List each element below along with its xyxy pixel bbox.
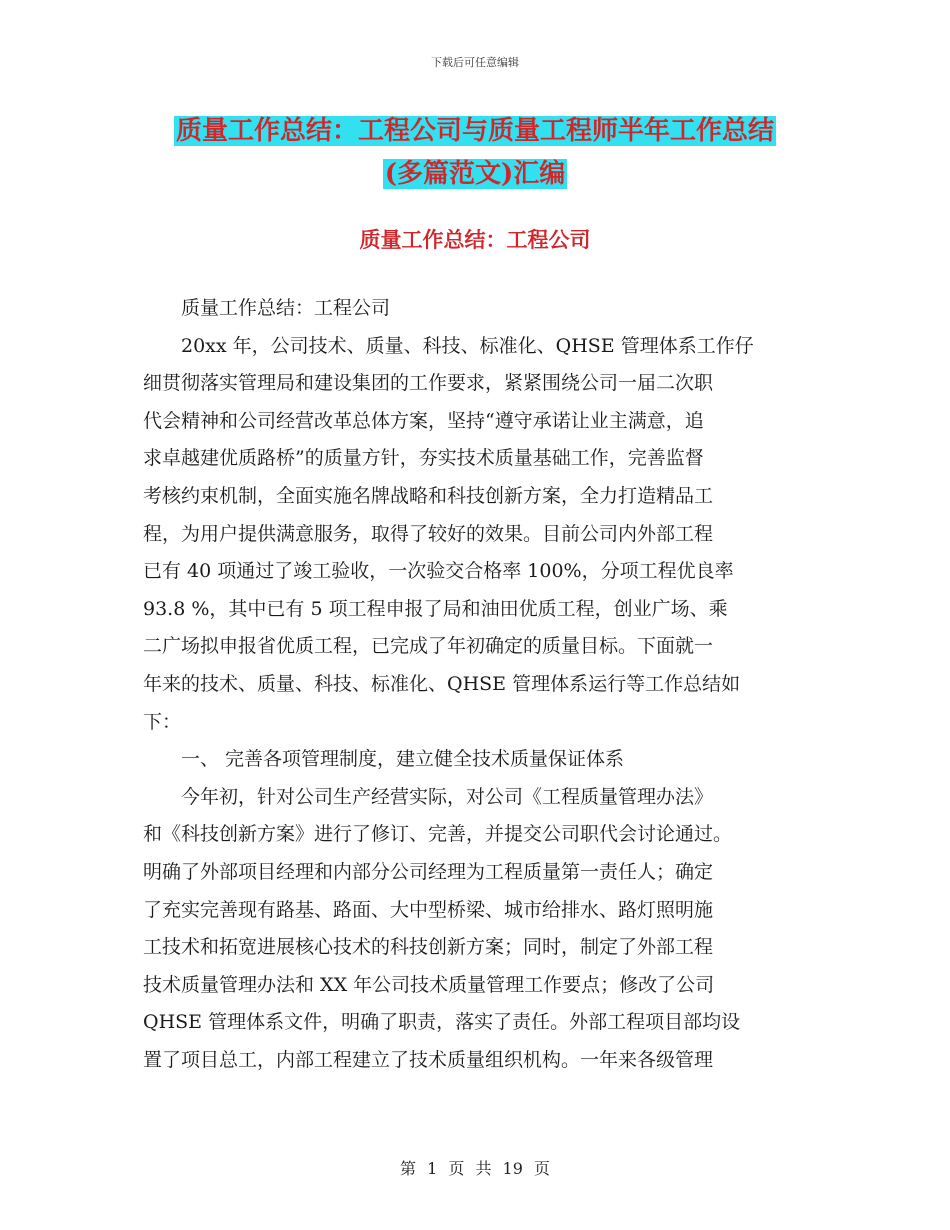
section-title: 质量工作总结：工程公司 (359, 227, 591, 252)
text-line: 年来的技术、质量、科技、标准化、QHSE 管理体系运行等工作总结如 (143, 672, 741, 695)
text-line: 下： (143, 710, 182, 733)
title-highlight-1: 质量工作总结：工程公司与质量工程师半年工作总结 (175, 116, 774, 146)
text-line: 工技术和拓宽进展核心技术的科技创新方案；同时，制定了外部工程 (143, 936, 714, 959)
text-line: 代会精神和公司经营改革总体方案，坚持“遵守承诺让业主满意，追 (143, 409, 704, 432)
text-line: 今年初，针对公司生产经营实际，对公司《工程质量管理办法》 (181, 785, 714, 808)
text-line: 考核约束机制，全面实施名牌战略和科技创新方案，全力打造精品工 (143, 484, 714, 507)
document-body (143, 290, 808, 1079)
text-line: QHSE 管理体系文件，明确了职责，落实了责任。外部工程项目部均设 (143, 1011, 741, 1034)
paragraph-1 (143, 328, 808, 742)
title-highlight-2: (多篇范文)汇编 (384, 159, 566, 189)
text-line: 了充实完善现有路基、路面、大中型桥梁、城市给排水、路灯照明施 (143, 898, 714, 921)
text-line: 技术质量管理办法和 XX 年公司技术质量管理工作要点；修改了公司 (143, 973, 715, 996)
text-line: 20xx 年，公司技术、质量、科技、标准化、QHSE 管理体系工作仔 (181, 334, 754, 357)
header-note: 下载后可任意编辑 (431, 56, 519, 69)
text-line: 求卓越建优质路桥”的质量方针，夯实技术质量基础工作，完善监督 (143, 447, 704, 470)
text-line: 明确了外部项目经理和内部分公司经理为工程质量第一责任人；确定 (143, 860, 714, 883)
document-title-line-2 (0, 153, 950, 195)
page-footer: 第 1 页 共 19 页 (400, 1159, 550, 1178)
text-line: 已有 40 项通过了竣工验收，一次验交合格率 100%，分项工程优良率 (143, 560, 734, 583)
text-line: 93.8 %，其中已有 5 项工程申报了局和油田优质工程，创业广场、乘 (143, 597, 728, 620)
document-title-line-1 (0, 110, 950, 152)
text-line: 程，为用户提供满意服务，取得了较好的效果。目前公司内外部工程 (143, 522, 714, 545)
heading-1: 一、 完善各项管理制度，建立健全技术质量保证体系 (181, 748, 625, 771)
text-line: 细贯彻落实管理局和建设集团的工作要求，紧紧围绕公司一届二次职 (143, 372, 714, 395)
paragraph-2 (143, 779, 808, 1080)
text-line: 二广场拟申报省优质工程，已完成了年初确定的质量目标。下面就一 (143, 635, 714, 658)
text-line: 置了项目总工，内部工程建立了技术质量组织机构。一年来各级管理 (143, 1048, 714, 1071)
text-line: 和《科技创新方案》进行了修订、完善，并提交公司职代会讨论通过。 (143, 823, 733, 846)
body-subtitle: 质量工作总结：工程公司 (181, 297, 391, 319)
